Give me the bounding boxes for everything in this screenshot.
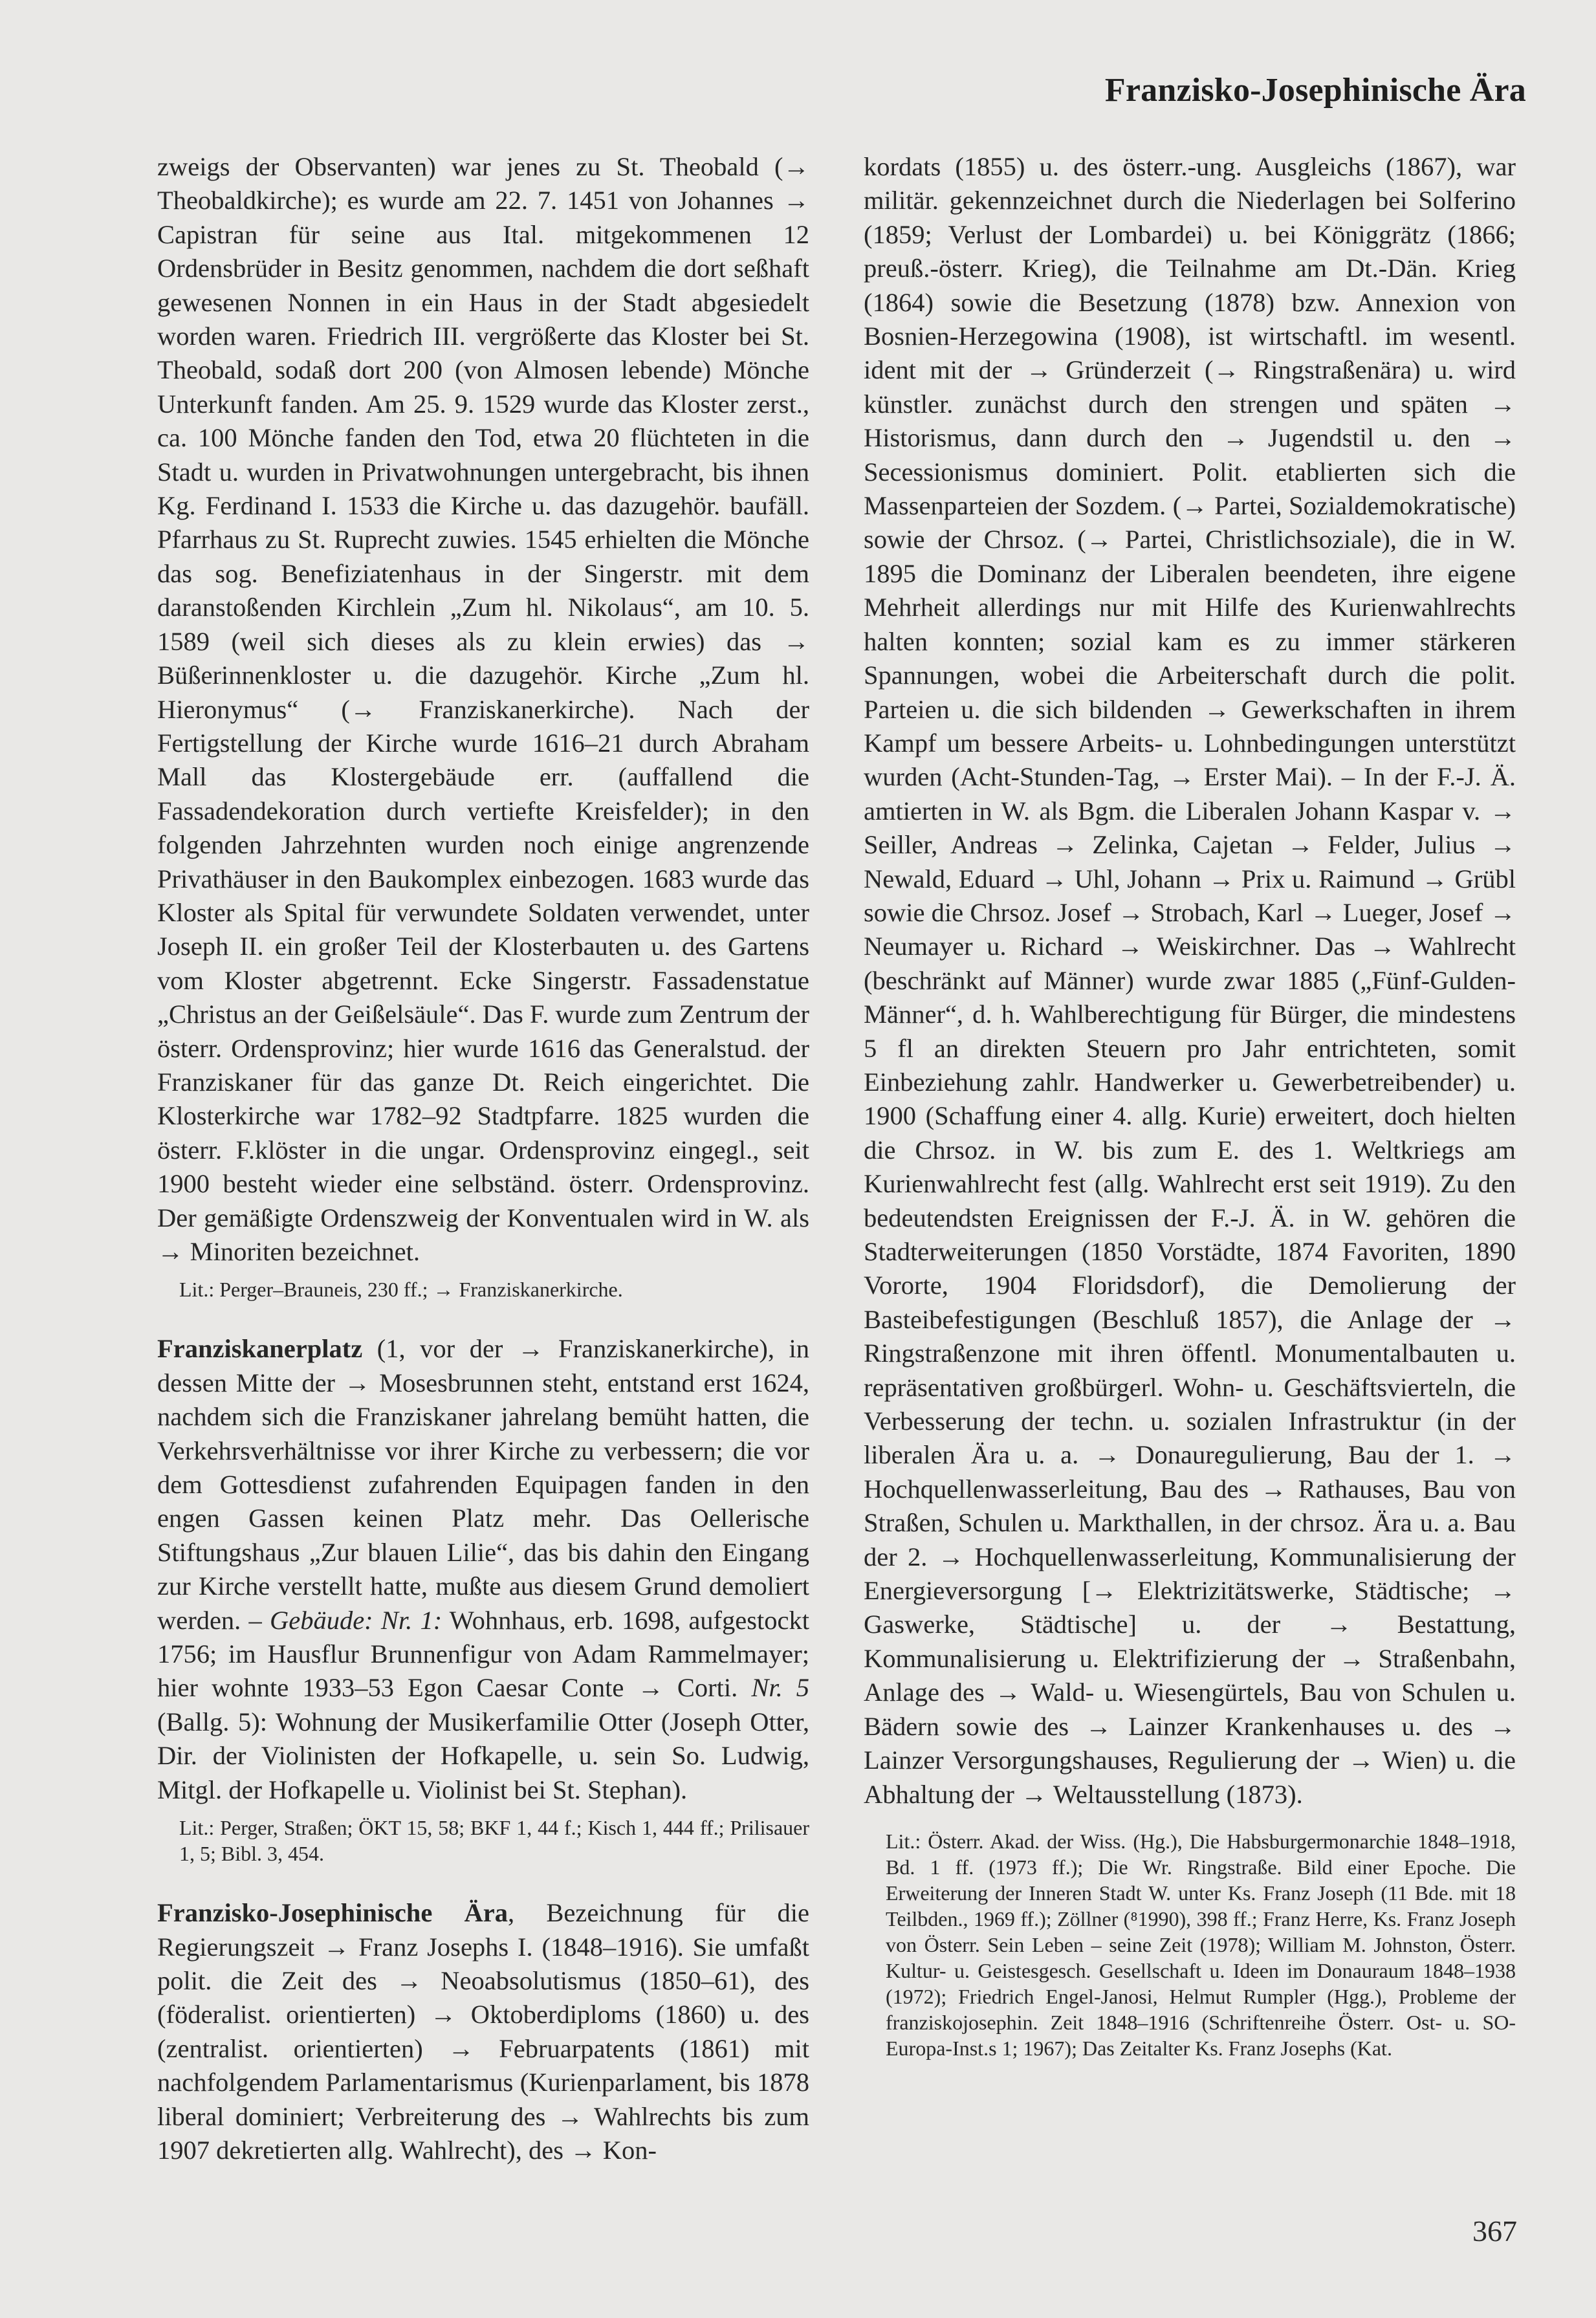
entry-text: (1, vor der → Franziskanerkirche), in dessen Mitte der → Mosesbrunnen steht, entstand erst 1624, nachdem sich die Franziskaner jahrelang bemüht hatten, die Verkehrsverhältnisse vor ihrer Kirche zu verbessern; die vor dem Gottesdienst zufahrenden Equipagen fanden in den engen Gassen keinen Platz mehr. Das Oellerische Stiftungshaus „Zur blauen Lilie“, das bis dahin den Eingang zur Kirche verstellt hatte, mußte aus diesem Grund demoliert werden. – <box>157 1334 809 1635</box>
literature-franzisko-josephinische-aera: Lit.: Österr. Akad. der Wiss. (Hg.), Die Habsburgermonarchie 1848–1918, Bd. 1 ff. (1973 ff.); Die Wr. Ringstraße. Bild einer Epoche. Die Erweiterung der Inneren Stadt W. unter Ks. Franz Joseph (11 Bde. mit 18 Teilbden., 1969 ff.); Zöllner (⁸1990), 398 ff.; Franz Herre, Ks. Franz Joseph von Österr. Sein Leben – seine Zeit (1978); William M. Johnston, Österr. Kultur- u. Geistesgesch. Gesellschaft u. Ideen im Donauraum 1848–1938 (1972); Friedrich Engel-Janosi, Helmut Rumpler (Hgg.), Probleme der franziskojosephin. Zeit 1848–1916 (Schriftenreihe Österr. Ost- u. SO-Europa-Inst.s 1; 1967); Das Zeitalter Ks. Franz Josephs (Kat. <box>886 1829 1516 2060</box>
left-column <box>157 150 809 2167</box>
literature-franziskanerplatz: Lit.: Perger, Straßen; ÖKT 15, 58; BKF 1, 44 f.; Kisch 1, 444 ff.; Prilisauer 1, 5; Bibl. 3, 454. <box>179 1816 809 1866</box>
paragraph-aera-continued: kordats (1855) u. des österr.-ung. Ausgleichs (1867), war militär. gekennzeichnet durch die Niederlagen bei Solferino (1859; Verlust der Lombardei) u. bei Königgrätz (1866; preuß.-österr. Krieg), die Teilnahme am Dt.-Dän. Krieg (1864) sowie die Besetzung (1878) bzw. Annexion von Bosnien-Herzegowina (1908), ist wirtschaftl. im wesentl. ident mit der → Gründerzeit (→ Ringstraßenära) u. wird künstler. zunächst durch den strengen und späten → Historismus, dann durch den → Jugendstil u. den → Secessionismus dominiert. Polit. etablierten sich die Massenparteien der Sozdem. (→ Partei, Sozialdemokratische) sowie der Chrsoz. (→ Partei, Christlichsoziale), die in W. 1895 die Dominanz der Liberalen beendeten, ihre eigene Mehrheit allerdings nur mit Hilfe des Kurienwahlrechts halten konnten; sozial kam es zu immer stärkeren Spannungen, wobei die Arbeiterschaft durch die polit. Parteien u. die sich bildenden → Gewerkschaften in ihrem Kampf um bessere Arbeits- u. Lohnbedingungen unterstützt wurden (Acht-Stunden-Tag, → Erster Mai). – In der F.-J. Ä. amtierten in W. als Bgm. die Liberalen Johann Kaspar v. → Seiller, Andreas → Zelinka, Cajetan → Felder, Julius → Newald, Eduard → Uhl, Johann → Prix u. Raimund → Grübl sowie die Chrsoz. Josef → Strobach, Karl → Lueger, Josef → Neumayer u. Richard → Weiskirchner. Das → Wahlrecht (beschränkt auf Männer) wurde zwar 1885 („Fünf-Gulden-Männer“, d. h. Wahlberechtigung für Bürger, die mindestens 5 fl an direkten Steuern pro Jahr entrichteten, somit Einbeziehung zahlr. Handwerker u. Gewerbetreibender) u. 1900 (Schaffung einer 4. allg. Kurie) erweitert, doch hielten die Chrsoz. in W. bis zum E. des 1. Weltkriegs am Kurienwahlrecht fest (allg. Wahlrecht erst seit 1919). Zu den bedeutendsten Ereignissen der F.-J. Ä. in W. gehören die Stadterweiterungen (1850 Vorstädte, 1874 Favoriten, 1890 Vororte, 1904 Floridsdorf), die Demolierung der Basteibefestigungen (Beschluß 1857), die Anlage der → Ringstraßenzone mit ihren öffentl. Monumentalbauten u. repräsentativen großbürgerl. Wohn- u. Geschäftsvierteln, die Verbesserung der techn. u. sozialen Infrastruktur (in der liberalen Ära u. a. → Donauregulierung, Bau der 1. → Hochquellenwasserleitung, Bau des → Rathauses, Bau von Straßen, Schulen u. Markthallen, in der chrsoz. Ära u. a. Bau der 2. → Hochquellenwasserleitung, Kommunalisierung der Energieversorgung [→ Elektrizitätswerke, Städtische; → Gaswerke, Städtische] u. der → Bestattung, Kommunalisierung u. Elektrifizierung der → Straßenbahn, Anlage des → Wald- u. Wiesengürtels, Bau von Schulen u. Bädern sowie des → Lainzer Krankenhauses u. des → Lainzer Versorgungshauses, Regulierung der → Wien) u. die Abhaltung der → Weltausstellung (1873). <box>864 152 1516 1809</box>
running-header: Franzisko-Josephinische Ära <box>1104 72 1526 109</box>
entry-franziskanerplatz <box>157 1332 809 1807</box>
entry-text: Wohnhaus, erb. 1698, aufgestockt 1756; im Hausflur Brunnenfigur von Adam Rammelmayer; hier wohnte 1933–53 Egon Caesar Conte → Corti. <box>157 1605 809 1703</box>
building-label: Gebäude: Nr. 1: <box>269 1605 443 1635</box>
entry-text: , Bezeichnung für die Regierungszeit → Franz Josephs I. (1848–1916). Sie umfaßt polit. die Zeit des → Neoabsolutismus (1850–61), des (föderalist. orientierten) → Oktoberdiploms (1860) u. des (zentralist. orientierten) → Februarpatents (1861) mit nachfolgendem Parlamentarismus (Kurienparlament, bis 1878 liberal dominiert; Verbreiterung des → Wahlrechts bis zum 1907 dekretierten allg. Wahlrecht), des → Kon- <box>157 1898 809 2165</box>
entry-text: (Ballg. 5): Wohnung der Musikerfamilie Otter (Joseph Otter, Dir. der Violinisten der Hofkapelle, u. sein So. Ludwig, Mitgl. der Hofkapelle u. Violinist bei St. Stephan). <box>157 1707 809 1804</box>
lemma-franziskanerplatz: Franziskanerplatz <box>157 1334 363 1364</box>
building-number-label: Nr. 5 <box>751 1673 809 1703</box>
literature-franziskanerkloster: Lit.: Perger–Brauneis, 230 ff.; → Franziskanerkirche. <box>179 1278 623 1302</box>
paragraph-observanten: zweigs der Observanten) war jenes zu St. Theobald (→ Theobaldkirche); es wurde am 22. 7. 1451 von Johannes → Capistran für seine aus Ital. mitgekommenen 12 Ordensbrüder in Besitz genommen, nachdem die dort seßhaft gewesenen Nonnen in ein Haus in der Stadt abgesiedelt worden waren. Friedrich III. vergrößerte das Kloster bei St. Theobald, sodaß dort 200 (von Almosen lebende) Mönche Unterkunft fanden. Am 25. 9. 1529 wurde das Kloster zerst., ca. 100 Mönche fanden den Tod, etwa 20 flüchteten in die Stadt u. wurden in Privatwohnungen untergebracht, bis ihnen Kg. Ferdinand I. 1533 die Kirche u. das dazugehör. baufäll. Pfarrhaus zu St. Ruprecht zuwies. 1545 erhielten die Mönche das sog. Benefiziatenhaus in der Singerstr. mit dem daranstoßenden Kirchlein „Zum hl. Nikolaus“, am 10. 5. 1589 (weil sich dieses als zu klein erwies) das → Büßerinnenkloster u. die dazugehör. Kirche „Zum hl. Hieronymus“ (→ Franziskanerkirche). Nach der Fertigstellung der Kirche wurde 1616–21 durch Abraham Mall das Klostergebäude err. (auffallend die Fassadendekoration durch vertiefte Kreisfelder); in den folgenden Jahrzehnten wurden noch einige angrenzende Privathäuser in den Baukomplex einbezogen. 1683 wurde das Kloster als Spital für verwundete Soldaten verwendet, unter Joseph II. ein großer Teil der Klosterbauten u. des Gartens vom Kloster abgetrennt. Ecke Singerstr. Fassadenstatue „Christus an der Geißelsäule“. Das F. wurde zum Zentrum der österr. Ordensprovinz; hier wurde 1616 das Generalstud. der Franziskaner für das ganze Dt. Reich eingerichtet. Die Klosterkirche war 1782–92 Stadtpfarre. 1825 wurden die österr. F.klöster in die ungar. Ordensprovinz eingegl., seit 1900 besteht wieder eine selbständ. österr. Ordensprovinz. Der gemäßigte Ordenszweig der Konventualen wird in W. als → Minoriten bezeichnet. <box>157 152 809 1266</box>
entry-franzisko-josephinische-aera <box>157 1896 809 2167</box>
lemma-franzisko-josephinische-aera: Franzisko-Josephinische Ära <box>157 1898 508 1928</box>
right-column <box>864 150 1516 2061</box>
page-number: 367 <box>1472 2214 1517 2247</box>
